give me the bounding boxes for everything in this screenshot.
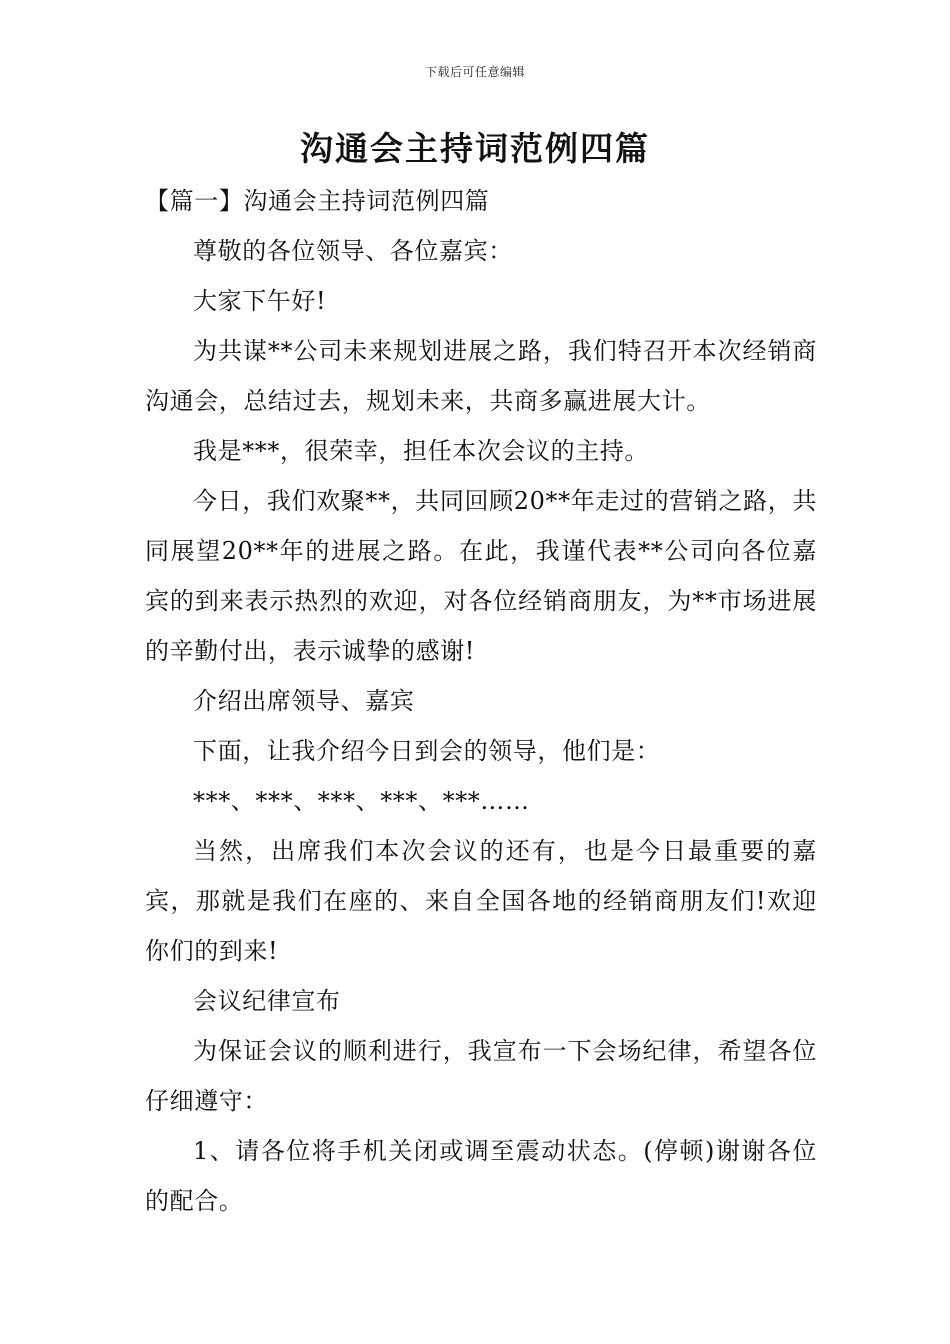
document-title: 沟通会主持词范例四篇 xyxy=(300,129,650,168)
paragraph-leaders-list: ***、***、***、***、***…… xyxy=(193,787,530,815)
paragraph-rule-1: 1、请各位将手机关闭或调至震动状态。(停顿)谢谢各位的配合。 xyxy=(145,1137,817,1215)
paragraph-good-afternoon: 大家下午好! xyxy=(193,287,327,315)
paragraph-welcome: 今日，我们欢聚**，共同回顾20**年走过的营销之路，共同展望20**年的进展之路。在此，我谨代表**公司向各位嘉宾的到来表示热烈的欢迎，对各位经销商朋友，为**市场进展的辛勤付出，表示诚挚的感谢! xyxy=(145,487,817,665)
paragraph-host-intro: 我是***，很荣幸，担任本次会议的主持。 xyxy=(193,437,649,465)
paragraph-leaders-intro: 下面，让我介绍今日到会的领导，他们是： xyxy=(193,737,661,765)
paragraph-purpose: 为共谋**公司未来规划进展之路，我们特召开本次经销商沟通会，总结过去，规划未来，共商多赢进展大计。 xyxy=(145,337,817,415)
paragraph-introduce-guests: 介绍出席领导、嘉宾 xyxy=(193,687,415,715)
paragraph-discipline-intro: 为保证会议的顺利进行，我宣布一下会场纪律，希望各位仔细遵守： xyxy=(145,1037,817,1115)
paragraph-discipline-heading: 会议纪律宣布 xyxy=(193,987,341,1015)
paragraph-greeting: 尊敬的各位领导、各位嘉宾： xyxy=(193,237,513,265)
header-note: 下载后可任意编辑 xyxy=(424,65,525,79)
paragraph-distributors: 当然，出席我们本次会议的还有，也是今日最重要的嘉宾，那就是我们在座的、来自全国各地的经销商朋友们!欢迎你们的到来! xyxy=(145,837,817,965)
section-heading: 【篇一】沟通会主持词范例四篇 xyxy=(145,187,490,215)
document-body xyxy=(145,176,817,1226)
